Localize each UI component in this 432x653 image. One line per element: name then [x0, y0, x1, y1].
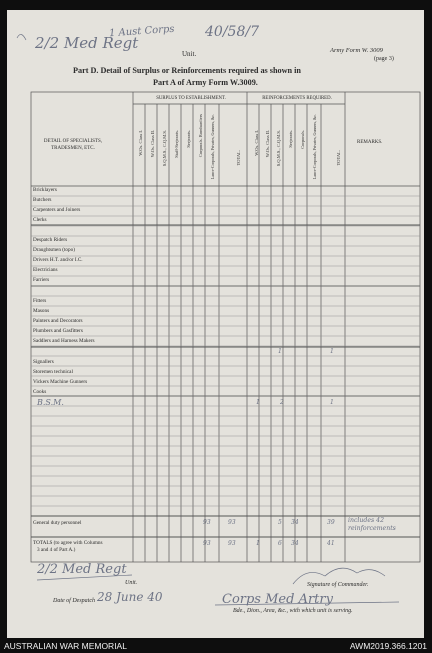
date-of-despatch-handwritten: 28 June 40 — [97, 590, 163, 604]
row-label: Plumbers and Gasfitters — [33, 328, 83, 334]
surplus-col-serjeants: Serjeants. — [186, 130, 191, 148]
bsm-reinf-woi: 1 — [256, 399, 260, 406]
row-label: Vickers Machine Gunners — [33, 379, 88, 385]
row-label: Cooks — [33, 389, 47, 395]
reinf-col-total: TOTAL. — [336, 150, 341, 166]
row-label: Clerks — [33, 217, 47, 223]
signature-label: Signature of Commander. — [307, 582, 369, 588]
general-duty-reinf-total: 39 — [327, 519, 335, 526]
general-duty-surplus-privates: 93 — [203, 519, 211, 526]
file-reference: 40/58/7 — [205, 24, 259, 40]
surplus-header: SURPLUS TO ESTABLISHMENT. — [156, 96, 226, 101]
row-label: Draughtsmen (topo) — [33, 247, 75, 253]
footer-unit-handwritten: 2/2 Med Regt — [37, 562, 127, 577]
caption-institution: AUSTRALIAN WAR MEMORIAL — [4, 641, 127, 651]
form-grid — [7, 10, 424, 638]
row-label: Painters and Decorators — [33, 318, 83, 324]
surplus-col-corporals: Corporals. Bombardiers — [198, 114, 203, 158]
row-label: Drivers H.T. and/or I.C. — [33, 257, 83, 263]
reinforcements-header: REINFORCEMENTS REQUIRED. — [262, 96, 332, 101]
reinf-col-serjeants: Serjeants. — [288, 130, 293, 148]
caption-accession-number: AWM2019.366.1201 — [349, 641, 427, 651]
row-label: Electricians — [33, 267, 58, 273]
detail-header: DETAIL OF SPECIALISTS, TRADESMEN, ETC. — [43, 139, 103, 151]
bsm-label: B.S.M. — [37, 398, 64, 407]
row-label: Storemen technical — [33, 369, 73, 375]
title-line-2: Part A of Army Form W.3009. — [153, 78, 258, 87]
surplus-col-woii: W.Os. Class II. — [150, 130, 155, 158]
page-note: (page 3) — [374, 56, 394, 62]
totals-label-line-2: 3 and 4 of Part A.) — [37, 547, 76, 553]
row-label: Bricklayers — [33, 187, 57, 193]
row-label: Signallers — [33, 359, 54, 365]
row-label: Saddlers and Harness Makers — [33, 338, 95, 344]
reinf-col-corporals: Corporals. — [300, 130, 305, 149]
row-label: Carpenters and Joiners — [33, 207, 81, 213]
row-label: Farriers — [33, 277, 50, 283]
remarks-header: REMARKS. — [357, 140, 383, 145]
general-duty-remark: includes 42 reinforcements — [348, 517, 396, 532]
totals-reinf-serjeants: 6 — [278, 540, 282, 547]
surplus-col-privates: Lance-Corporals, Privates, Gunners, &c. — [210, 114, 215, 180]
totals-reinf-total: 41 — [327, 540, 335, 547]
reinf-col-privates: Lance-Corporals, Privates, Gunners, &c. — [312, 114, 317, 180]
totals-reinf-privates: 34 — [291, 540, 299, 547]
reinf-col-woi: W.Os. Class I. — [254, 130, 259, 156]
unit-handwritten-corps: 1 Aust Corps — [108, 23, 175, 40]
unit-label: Unit. — [182, 50, 197, 58]
totals-reinf-woi: 1 — [256, 540, 260, 547]
row-label: Despatch Riders — [33, 237, 68, 243]
totals-label-line-1: TOTALS (to agree with Columns — [33, 540, 103, 546]
general-duty-surplus-total: 93 — [228, 519, 236, 526]
row-label: Butchers — [33, 197, 52, 203]
bsm-reinf-sqms: 2 — [280, 399, 284, 406]
row-label: Fitters — [33, 298, 47, 304]
bde-label: Bde., Dion., Area, &c., with which unit is serving. — [233, 608, 353, 614]
footer-unit-label: Unit. — [125, 580, 138, 586]
bde-handwritten: Corps Med Artry — [222, 592, 333, 607]
surplus-col-sqms: S.Q.M.S., C.Q.M.S. — [162, 130, 167, 167]
army-form-number: Army Form W. 3009 — [330, 47, 383, 54]
unit-handwritten: 2/2 Med Regt — [35, 34, 139, 52]
general-duty-reinf-serjeants: 5 — [278, 519, 282, 526]
surplus-col-staff-serjeants: Staff-Serjeants. — [174, 130, 179, 158]
totals-surplus-privates: 93 — [203, 540, 211, 547]
surplus-col-total: TOTAL. — [236, 150, 241, 166]
date-of-despatch-label: Date of Despatch — [53, 598, 95, 604]
general-duty-label: General duty personnel — [33, 520, 82, 526]
document-page — [7, 10, 424, 638]
general-duty-reinf-privates: 34 — [291, 519, 299, 526]
reinf-col-sqms: S.Q.M.S., C.Q.M.S. — [276, 130, 281, 167]
surplus-col-woi: W.Os. Class I. — [138, 130, 143, 156]
row-label: Masons — [33, 308, 50, 314]
totals-surplus-total: 93 — [228, 540, 236, 547]
signallers-reinf-total: 1 — [330, 348, 334, 355]
title-line-1: Part D. Detail of Surplus or Reinforcements required as shown in — [73, 66, 301, 75]
reinf-col-woii: W.Os. Class II. — [265, 130, 270, 158]
bsm-reinf-total: 1 — [330, 399, 334, 406]
signallers-reinf-serjeants: 1 — [278, 348, 282, 355]
